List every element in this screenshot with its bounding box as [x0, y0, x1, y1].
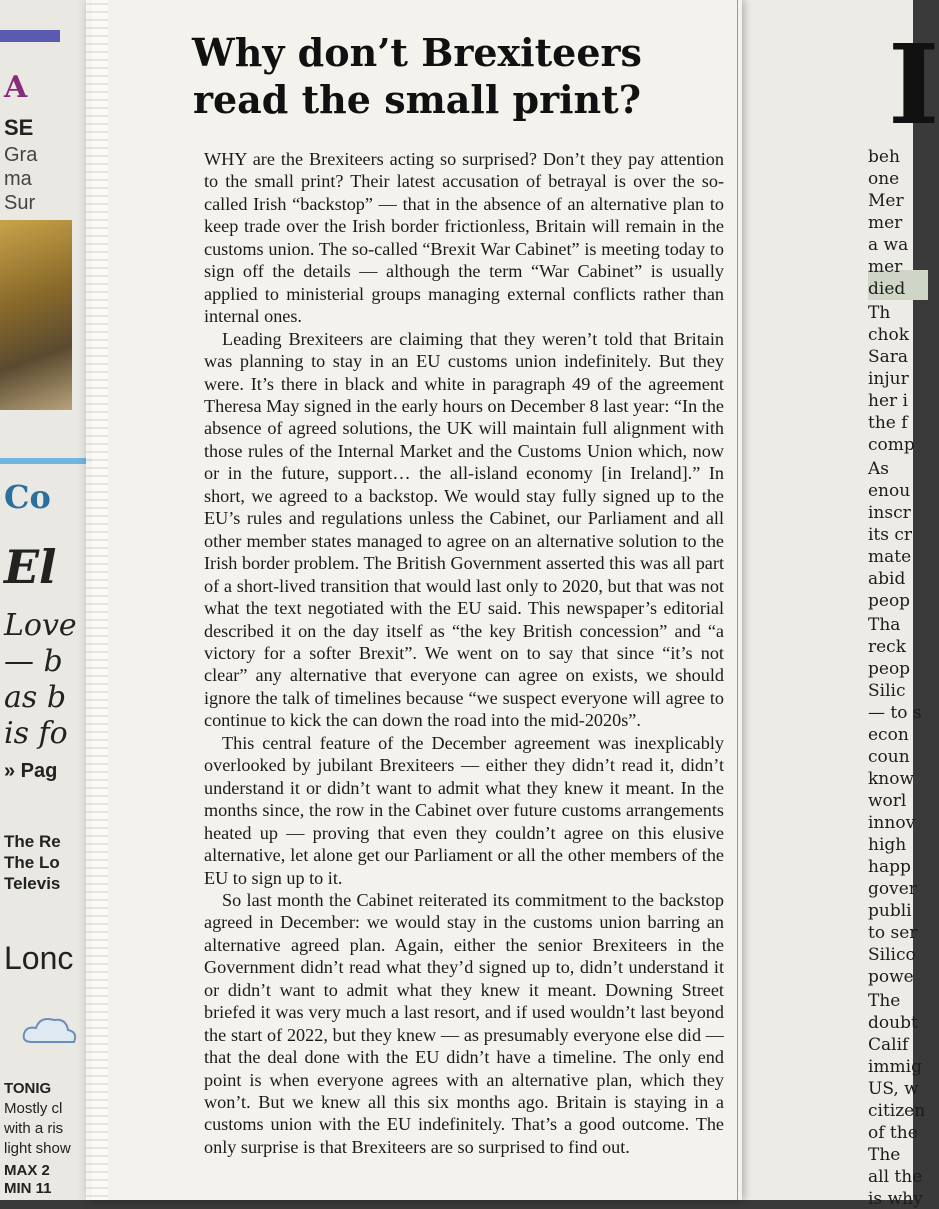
right-page-fragment: The — [868, 1145, 901, 1165]
left-page-fragment: MAX 2 — [4, 1162, 50, 1179]
right-page-fragment: worl — [868, 791, 907, 811]
left-page-fragment: The Lo — [4, 853, 60, 872]
right-page-fragment: a wa — [868, 235, 909, 255]
right-page-fragment: happ — [868, 857, 911, 877]
headline-line-1: Why don’t Brexiteers — [192, 30, 642, 75]
right-page-fragment: As — [868, 459, 890, 479]
article-paragraph: So last month the Cabinet reiterated its commitment to the backstop agreed in December: we would stay in the customs union barring an alternative agreed plan. Again, either the senior Brexiteers in the Government didn’t read what they’d signed up to, didn’t understand it or didn’t want to admit what they knew it meant. Downing Street briefed it was very much a last resort, and if used wouldn’t last beyond the start of 2022, but they knew — as presumably everyone else did — that the deal done with the EU didn’t have a timeline. The only end point is when everyone agrees with an alternative plan, which they won’t. But we knew all this six months ago. Britain is staying in a customs union with the EU indefinitely. That’s a good outcome. The only surprise is that Brexiteers are so surprised to find out. — [204, 889, 724, 1157]
right-page-fragment: all the — [868, 1167, 923, 1187]
left-page-fragment: El — [4, 540, 57, 594]
right-page-fragment: died — [868, 279, 906, 299]
column-rule — [737, 0, 738, 1200]
right-page-fragment: peop — [868, 659, 911, 679]
right-page-fragment: Silico — [868, 945, 916, 965]
left-page-fragment: light show — [4, 1140, 71, 1157]
left-page-fragment: is fo — [4, 716, 68, 751]
right-page-fragment: injur — [868, 369, 909, 389]
right-page-fragment: one — [868, 169, 900, 189]
left-page-fragment: Sur — [4, 192, 36, 214]
left-page-fragment: » Pag — [4, 760, 58, 782]
right-page-fragment: of the — [868, 1123, 918, 1143]
right-page-fragment: mer — [868, 257, 903, 277]
right-page-fragment: US, w — [868, 1079, 919, 1099]
article-paragraph: WHY are the Brexiteers acting so surprised? Don’t they pay attention to the small print? Their latest accusation of betrayal is over the so-called Irish “backstop” — that in the absence of an alternative plan to keep trade over the Irish border frictionless, Britain will remain in the customs union. The so-called “Brexit War Cabinet” is meeting today to sign off the details — although the term “War Cabinet” is usually applied to ministerial groups managing external conflicts rather than internal ones. — [204, 149, 724, 327]
left-page-fragment: MIN 11 — [4, 1180, 52, 1197]
right-page-fragment: — to s — [868, 703, 922, 723]
article-paragraph: This central feature of the December agreement was inexplicably overlooked by jubilant Brexiteers — either they didn’t read it, didn’t understand it or didn’t want to admit what they knew it meant. In the months since, the row in the Cabinet over future customs arrangements heated up — proving that even they couldn’t agree on this elusive alternative, let alone get our Parliament or all the other members of the EU to sign up to it. — [204, 732, 724, 888]
torn-paper-edge — [86, 0, 108, 1200]
left-page-color-bar — [0, 30, 60, 42]
article-body — [204, 148, 724, 1158]
right-page-fragment: to ser — [868, 923, 918, 943]
right-page-fragment: Tha — [868, 615, 901, 635]
right-page-fragment: doubt — [868, 1013, 918, 1033]
right-page-fragment: Th — [868, 303, 891, 323]
right-page-headline-fragment: I — [888, 20, 939, 149]
right-underlying-page — [738, 0, 939, 1209]
left-page-fragment: Love — [4, 608, 77, 643]
right-page-fragment: high — [868, 835, 907, 855]
right-page-fragment: Mer — [868, 191, 904, 211]
right-page-fragment: its cr — [868, 525, 913, 545]
right-page-fragment: citizen — [868, 1101, 926, 1121]
left-page-fragment: — b — [4, 644, 63, 679]
right-page-fragment: immig — [868, 1057, 922, 1077]
right-page-fragment: Sara — [868, 347, 909, 367]
right-page-fragment: innov — [868, 813, 916, 833]
left-page-fragment: Lonc — [4, 940, 74, 976]
right-page-fragment: coun — [868, 747, 910, 767]
right-page-fragment: chok — [868, 325, 910, 345]
right-page-fragment: reck — [868, 637, 907, 657]
right-page-fragment: abid — [868, 569, 906, 589]
left-page-fragment: SE — [4, 115, 34, 140]
right-page-fragment: comp — [868, 435, 915, 455]
cloud-icon — [20, 1012, 80, 1052]
right-page-fragment: powe — [868, 967, 914, 987]
left-page-fragment: Mostly cl — [4, 1100, 63, 1117]
left-page-fragment: Co — [4, 478, 51, 516]
right-page-fragment: econ — [868, 725, 909, 745]
right-page-fragment: gover — [868, 879, 917, 899]
right-page-fragment: her i — [868, 391, 908, 411]
right-page-fragment: inscr — [868, 503, 911, 523]
right-page-fragment: is why — [868, 1189, 923, 1209]
right-page-fragment: mer — [868, 213, 903, 233]
headline-line-2: read the small print? — [192, 77, 641, 122]
right-page-fragment: peop — [868, 591, 911, 611]
right-page-fragment: the f — [868, 413, 908, 433]
right-page-fragment: enou — [868, 481, 911, 501]
left-page-fragment: as b — [4, 680, 67, 715]
right-page-fragment: publi — [868, 901, 912, 921]
right-page-fragment: Calif — [868, 1035, 909, 1055]
article-paragraph: Leading Brexiteers are claiming that they weren’t told that Britain was planning to stay in an EU customs union indefinitely. But they were. It’s there in black and white in paragraph 49 of the agreement Theresa May signed in the early hours on December 8 last year: “In the absence of agreed solutions, the UK will maintain full alignment with those rules of the Internal Market and the Customs Union which, now or in the future, support… the all-island economy [in Ireland].” In short, we agreed to a backstop. We would stay fully signed up to the EU’s rules and regulations unless the Cabinet, our Parliament and all other member states managed to agree on an alternative solution to the Irish border problem. The British Government asserted this was all part of a short-lived transition that would last only to 2020, but that was not what the text negotiated with the EU said. This newspaper’s editorial described it on the day itself as “the key British concession” and “a victory for a softer Brexit”. We went on to say that since “it’s not clear” any alternative that everyone can agree on exists, we should ignore the talk of timelines because “we suspect everyone will agree to continue to kick the can down the road into the mid-2020s”. — [204, 328, 724, 731]
right-page-fragment: The — [868, 991, 901, 1011]
left-page-fragment: ma — [4, 168, 32, 190]
left-page-fragment: Televis — [4, 874, 61, 893]
newspaper-clipping — [92, 0, 742, 1200]
left-page-fragment: A — [4, 70, 28, 105]
left-page-fragment: TONIG — [4, 1080, 52, 1097]
right-page-fragment: mate — [868, 547, 912, 567]
left-page-fragment: Gra — [4, 144, 38, 166]
left-page-photo — [0, 220, 72, 410]
right-page-fragment: beh — [868, 147, 900, 167]
right-page-fragment: know — [868, 769, 915, 789]
left-page-fragment: with a ris — [4, 1120, 64, 1137]
left-page-fragment: The Re — [4, 832, 61, 851]
right-page-fragment: Silic — [868, 681, 906, 701]
